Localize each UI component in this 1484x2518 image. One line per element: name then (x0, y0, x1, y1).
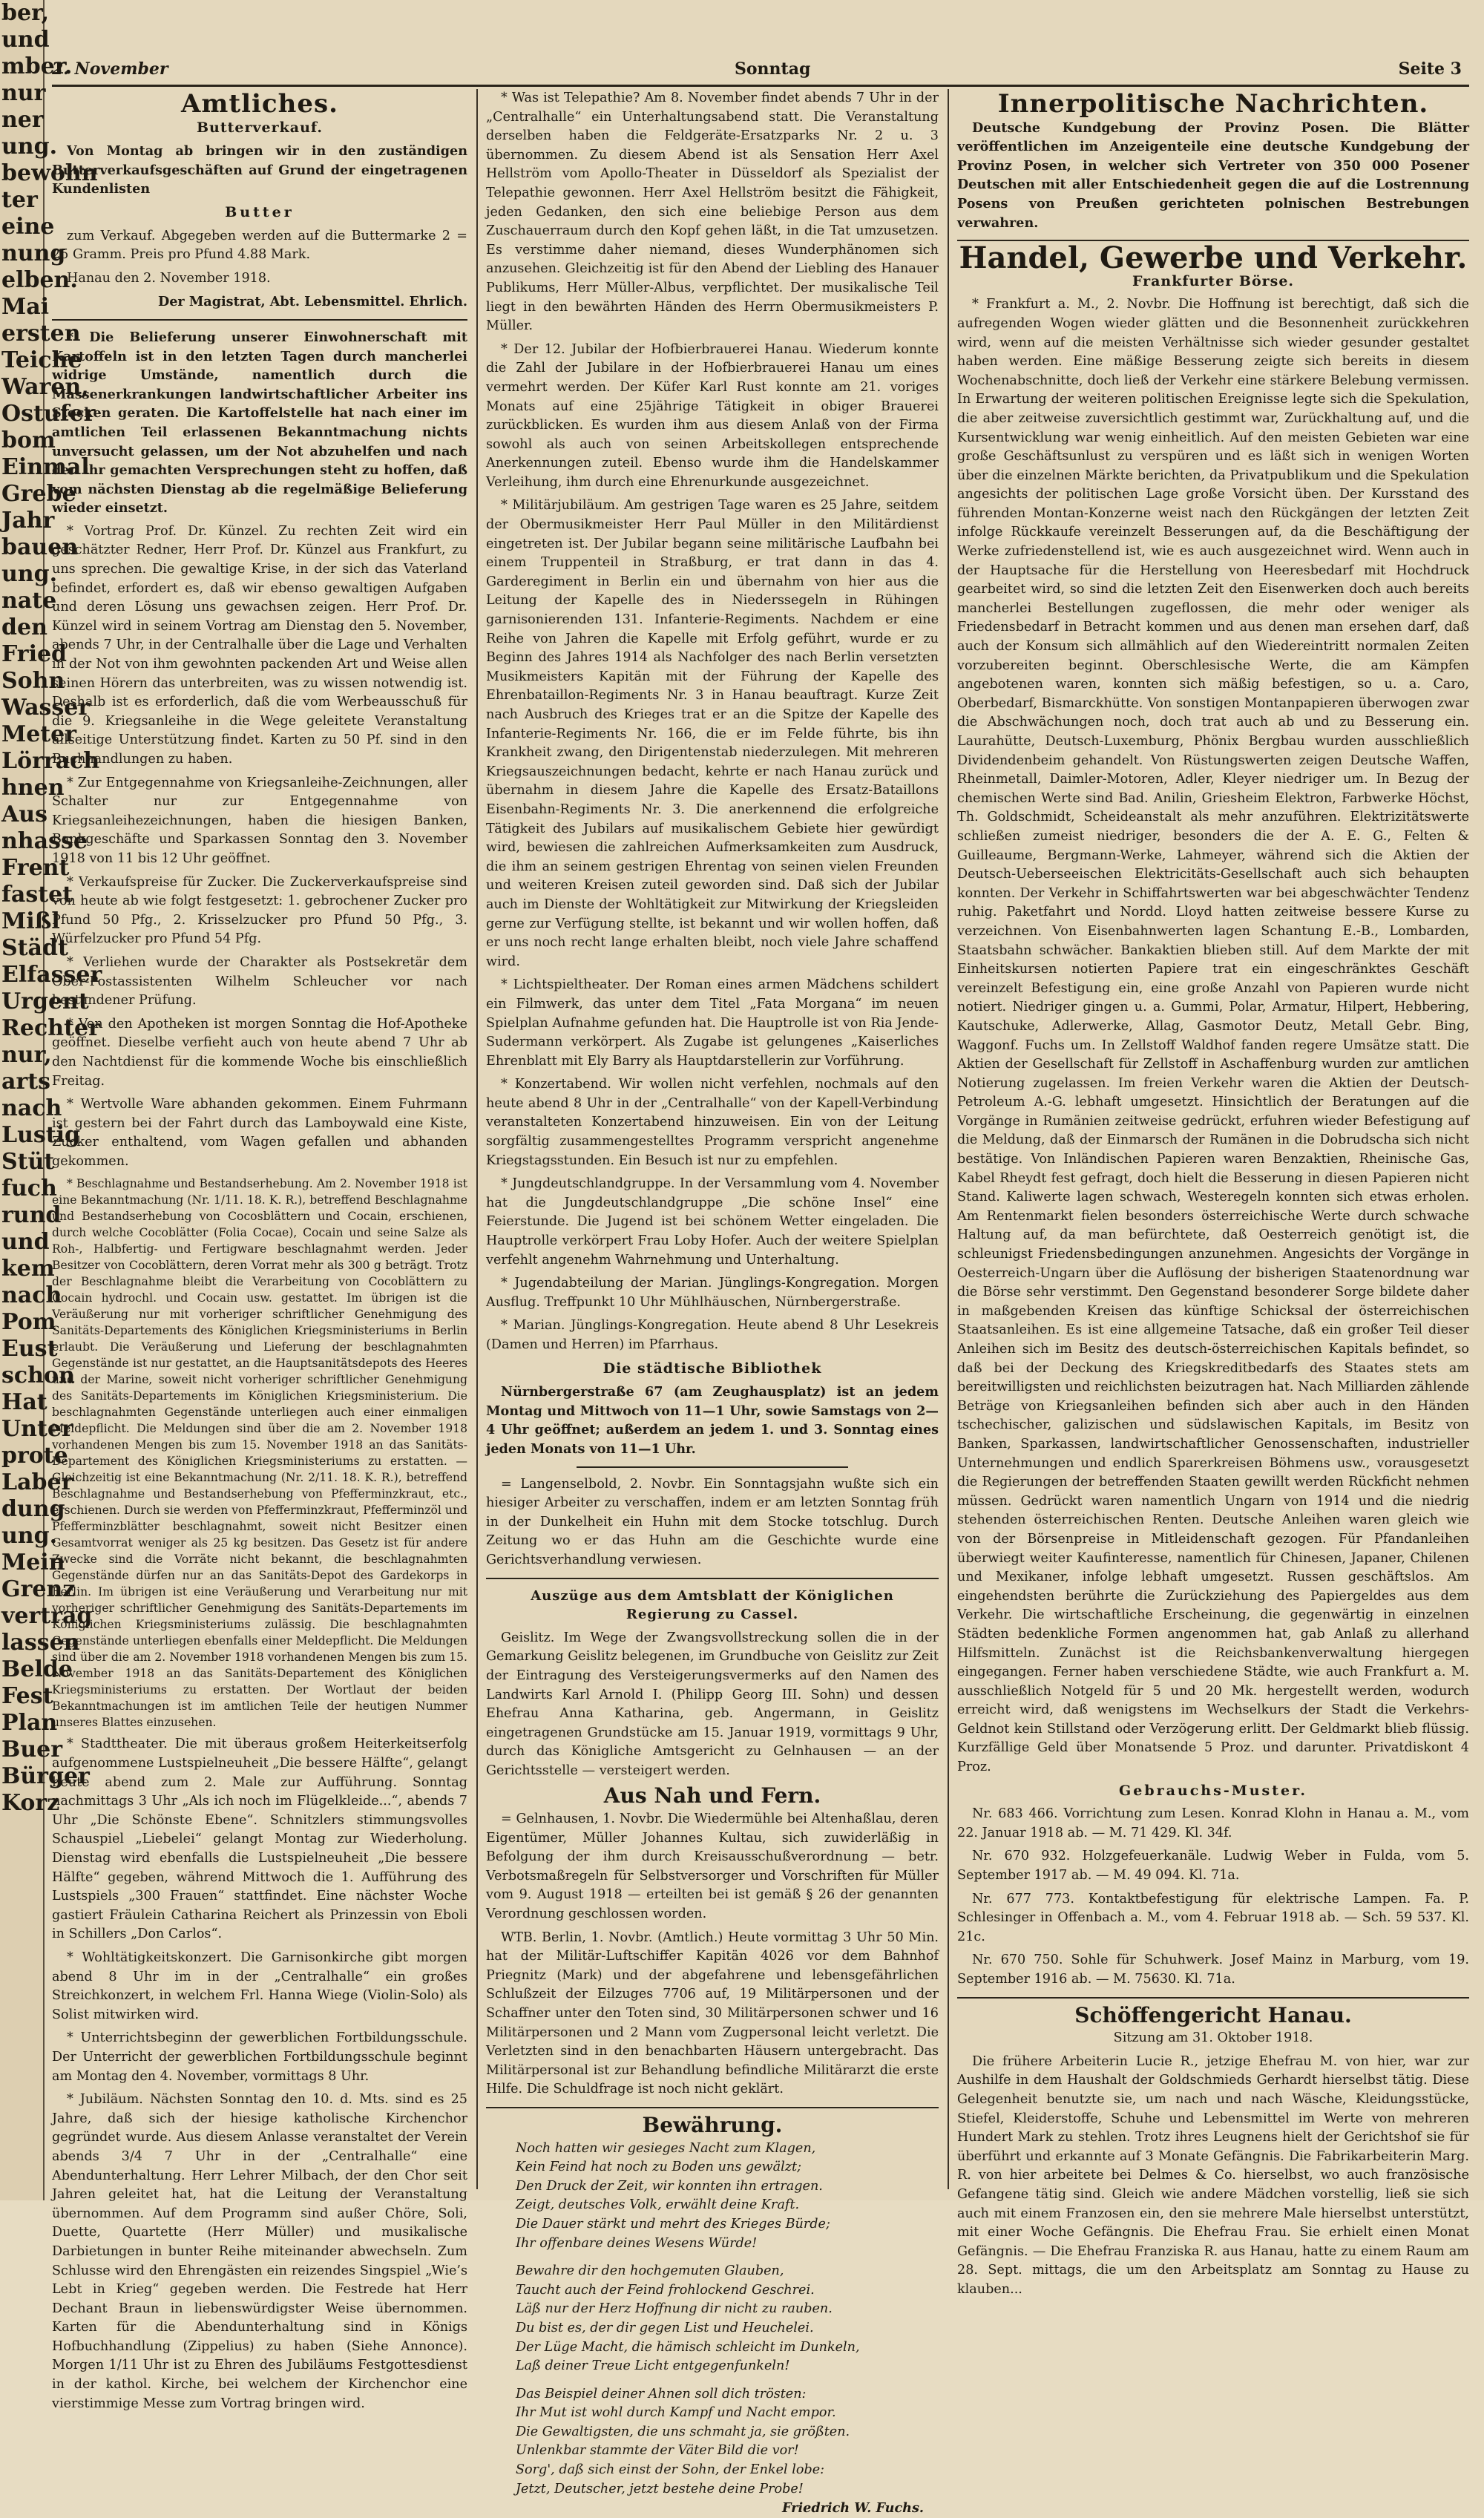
strip-fragment: Grenz (1, 1576, 76, 1602)
strip-fragment: ung. (1, 134, 58, 160)
strip-fragment: schon (1, 1363, 75, 1388)
strip-fragment: dung (1, 1496, 65, 1522)
article: * Die Belieferung unserer Einwohnerschaft mit Kartoffeln ist in den letzten Tagen durch mancherlei widrige Umstände, namentlich durch die Massenerkrankungen landwirtschaftlicher Arbeiter ins Stocken geraten. Die Kartoffelstelle hat nach einer im amtlichen Teil erlassenen Bekanntmachung nichts unversucht gelassen, um der Not abzuhelfen und nach den ihr gemachten Versprechungen steht zu hoffen, daß vom nächsten Dienstag ab die regelmäßige Belieferung wieder einsetzt. (52, 329, 467, 517)
strip-fragment: nung (1, 240, 66, 266)
strip-fragment: ber, (1, 0, 50, 26)
library-hours: Nürnbergerstraße 67 (am Zeughausplatz) ist an jedem Montag und Mittwoch von 11—1 Uhr, sowie Samstags von 2—4 Uhr geöffnet; außerdem an jedem 1. und 3. Sonntag eines jeden Monats von 11—1 Uhr. (486, 1384, 939, 1457)
article: Geislitz. Im Wege der Zwangsvollstreckung sollen die in der Gemarkung Geislitz belegenen, im Grundbuche von Geislitz zur Zeit der Eintragung des Versteigerungsvermerks auf den Namen des Landwirts Karl Arnold I. (Philipp Georg III. Sohn) und dessen Ehefrau Anna Katharina, geb. Angermann, in Geislitz eingetragenen Grundstücke am 15. Januar 1919, vormittags 9 Uhr, durch das Königliche Amtsgericht zu Gelnhausen — an der Gerichtsstelle — versteigert werden. (486, 1630, 939, 1778)
strip-fragment: Jahr (1, 508, 55, 534)
header-page-number: Seite 3 (1398, 59, 1462, 79)
article: * Vortrag Prof. Dr. Künzel. Zu rechten Zeit wird ein geschätzter Redner, Herr Prof. Dr. Künzel aus Frankfurt, zu uns sprechen. Die gewaltige Krise, in der sich das Vaterland befindet, erfordert es, daß wir ebenso gewaltigen Aufgaben und deren Lösung uns gewachsen zeigen. Herr Prof. Dr. Künzel wird in seinem Vortrag am Dienstag den 5. November, abends 7 Uhr, in der Centralhalle über die Lage und Verhalten in der Not von ihm gewohnten packenden Art und Weise allen seinen Hörern das unterbreiten, was zu wissen notwendig ist. Deshalb ist es erforderlich, daß die vom Werbeausschuß für die 9. Kriegsanleihe in die Wege geleitete Veranstaltung allseitige Unterstützung findet. Karten zu 50 Pf. sind in den Buchhandlungen zu haben. (52, 523, 467, 767)
strip-fragment: Eust (1, 1336, 58, 1362)
notice-text: zum Verkauf. Abgegeben werden auf die Buttermarke 2 = 25 Gramm. Preis pro Pfund 4.88 Mark. (52, 228, 467, 263)
poem-author: Friedrich W. Fuchs. (782, 2500, 924, 2517)
strip-fragment: Bürger (1, 1763, 90, 1789)
strip-fragment: ung. (1, 561, 58, 587)
patent-entry: Nr. 670 932. Holzgefeuerkanäle. Ludwig Weber in Fulda, vom 5. September 1917 ab. — M. 49 094. Kl. 71a. (957, 1849, 1469, 1883)
patent-entry: Nr. 677 773. Kontaktbefestigung für elektrische Lampen. Fa. P. Schlesinger in Offenbach a. M., vom 4. Februar 1918 ab. — Sch. 59 537. Kl. 21c. (957, 1891, 1469, 1944)
strip-fragment: und (1, 1229, 50, 1255)
column-1 (52, 89, 467, 2411)
article: * Wohltätigkeitskonzert. Die Garnisonkirche gibt morgen abend 8 Uhr im in der „Centralhalle“ ein großes Streichkonzert, in welchem Frl. Hanna Wiege (Violin-Solo) als Solist mitwirken wird. (52, 1950, 467, 2022)
strip-fragment: hnen (1, 775, 65, 801)
strip-fragment: Waren, (1, 374, 89, 400)
article: * Jugendabteilung der Marian. Jünglings-Kongregation. Morgen Ausflug. Treffpunkt 10 Uhr Mühlhäuschen, Nürnbergerstraße. (486, 1276, 939, 1310)
strip-fragment: Wasser (1, 695, 91, 721)
article: * Stadttheater. Die mit überaus großem Heiterkeitserfolg aufgenommene Lustspielneuheit „Die bessere Hälfte“, gelangt heute abend zum 2. Male zur Aufführung. Sonntag nachmittags 3 Uhr „Als ich noch im Flügelkleide...“, abends 7 Uhr „Die Schönste Ebene“. Schnitzlers stimmungsvolles Schauspiel „Liebelei“ gelangt Montag zur Wiederholung. Dienstag wird ebenfalls die Lustspielneuheit „Die bessere Hälfte“ gegeben, während Mittwoch die 1. Aufführung des Lustspiels „300 Frauen“ stattfindet. Eine nächster Woche gastiert Fräulein Catharina Reichert als Prinzessin von Eboli in Schillers „Don Carlos“. (52, 1737, 467, 1942)
strip-fragment: nur, (1, 1042, 52, 1068)
column-3 (957, 89, 1469, 2297)
poem-line: Taucht auch der Feind frohlockend Geschrei. (516, 2282, 815, 2298)
page-header (52, 46, 1469, 87)
article: = Gelnhausen, 1. Novbr. Die Wiedermühle bei Altenhaßlau, deren Eigentümer, Müller Johannes Kultau, sich zuwiderläßig in Befolgung der ihm durch Kreisausschußverordnung — betr. Verbotsmaßregeln für Selbstversorger und Vorschriften für Müller vom 9. August 1918 — erteilten bei ist gemäß § 26 der genannten Verordnung geschlossen worden. (486, 1812, 939, 1922)
header-paper: Sonntag (735, 59, 811, 79)
poem-line: Den Druck der Zeit, wir konnten ihn ertragen. (516, 2178, 823, 2194)
strip-fragment: Ostufer (1, 401, 96, 427)
article: * Von den Apotheken ist morgen Sonntag die Hof-Apotheke geöffnet. Dieselbe verfieht auch von heute abend 7 Uhr ab den Nachtdienst für die kommende Woche bis einschließlich Freitag. (52, 1016, 467, 1089)
poem-line: Die Dauer stärkt und mehrt des Krieges Bürde; (516, 2216, 830, 2232)
article: * Verliehen wurde der Charakter als Postsekretär dem Ober-Postassistenten Wilhelm Schleucher vor nach bestandener Prüfung. (52, 954, 467, 1009)
article: * Jungdeutschlandgruppe. In der Versammlung vom 4. November hat die Jungdeutschlandgruppe „Die schöne Insel“ eine Feierstunde. Die Jugend ist bei schönem Wetter eingeladen. Die Hauptrolle verkörpert Frau Loby Hofer. Auch der weitere Spielplan verfehlt angenehm Wahrnehmung und Unterhaltung. (486, 1176, 939, 1268)
divider (577, 1466, 848, 1468)
poem-line: Der Lüge Macht, die hämisch schleicht im Dunkeln, (516, 2339, 860, 2355)
strip-fragment: Fest (1, 1683, 53, 1709)
patent-entry: Nr. 670 750. Sohle für Schuhwerk. Josef Mainz in Marburg, vom 19. September 1916 ab. — M. 75630. Kl. 71a. (957, 1953, 1469, 1987)
notice-signature: Der Magistrat, Abt. Lebensmittel. Ehrlich. (157, 294, 467, 310)
poem-line: Die Gewaltigsten, die uns schmaht ja, sie größten. (516, 2424, 850, 2439)
strip-fragment: Buer (1, 1737, 63, 1763)
poem-line: Ihr offenbare deines Wesens Würde! (516, 2235, 758, 2251)
article: Deutsche Kundgebung der Provinz Posen. Die Blätter veröffentlichen im Anzeigenteile eine deutsche Kundgebung der Provinz Posen, in welcher sich Vertreter von 350 000 Posener Deutschen mit aller Entschiedenheit gegen die auf die Lostrennung Posens von Preußen gerichteten polnischen Bestrebungen verwahren. (957, 119, 1469, 231)
article: * Jubiläum. Nächsten Sonntag den 10. d. Mts. sind es 25 Jahre, daß sich der hiesige katholische Kirchenchor gegründet wurde. Aus diesem Anlasse veranstaltet der Verein abends 3/4 7 Uhr in der „Centralhalle“ eine Abendunterhaltung. Herr Lehrer Milbach, der den Chor seit Jahren geleitet hat, hat die Leitung der Veranstaltung übernommen. Auf dem Programm sind außer Chöre, Soli, Duette, Quartette (Herr Müller) und musikalische Darbietungen in bunter Reihe miteinander abwechseln. Zum Schlusse wird den Ehrengästen ein reizendes Singspiel „Wie’s Lebt in Krieg“ gegeben werden. Die Festrede hat Herr Dechant Braun in liebenswürdigster Weise übernommen. Karten für die Abendunterhaltung sind in Königs Hofbuchhandlung (Zippelius) zu haben (Siehe Annonce). Morgen 1/11 Uhr ist zu Ehren des Jubiläums Festgottesdienst in der kathol. Kirche, bei welchem der Kirchenchor eine vierstimmige Messe zum Vortrag bringen wird. (52, 2092, 467, 2411)
poem-line: Jetzt, Deutscher, jetzt bestehe deine Probe! (516, 2481, 804, 2496)
divider (486, 1578, 939, 1579)
strip-fragment: nate (1, 588, 57, 614)
article: * Der 12. Jubilar der Hofbierbrauerei Hanau. Wiederum konnte die Zahl der Jubilare in der Hofbierbrauerei Hanau um eines vermehrt werden. Der Küfer Karl Rust konnte am 21. voriges Monats auf eine 25jährige Tätigkeit in obiger Brauerei zurückblicken. Es wurden ihm aus diesem Anlaß von der Firma sowohl als auch von seinen Arbeitskollegen entsprechende Anerkennungen zuteil. Ebenso wurde ihm die Handelskammer Verleihung, ihm durch eine Ehrenurkunde ausgezeichnet. (486, 341, 939, 490)
strip-fragment: ner (1, 107, 44, 133)
divider (957, 1997, 1469, 1999)
strip-fragment: Einmal (1, 454, 90, 480)
strip-fragment: Lustig (1, 1122, 81, 1148)
article: * Zur Entgegennahme von Kriegsanleihe-Zeichnungen, aller Schalter nur zur Entgegennahme von Kriegsanleihezeichnungen, haben die hiesigen Banken, Bankgeschäfte und Sparkassen Sonntag den 3. November 1918 von 11 bis 12 Uhr geöffnet. (52, 775, 467, 866)
strip-fragment: bom (1, 427, 56, 453)
strip-fragment: Rechter (1, 1015, 100, 1041)
article: * Konzertabend. Wir wollen nicht verfehlen, nochmals auf den heute abend 8 Uhr in der „Centralhalle“ von der Kapell-Verbindung veranstalteten Konzertabend hinzuweisen. Ein von der Leitung sorgfältig zusammengestelltes Programm verspricht angenehme Kriegstagsstunden. Ein Besuch ist nur zu empfehlen. (486, 1077, 939, 1168)
strip-fragment: Hat (1, 1389, 47, 1415)
article: * Lichtspieltheater. Der Roman eines armen Mädchens schildert ein Filmwerk, das unter dem Titel „Fata Morgana“ im neuen Spielplan Aufnahme gefunden hat. Die Hauptrolle ist von Ria Jende-Sudermann verkörpert. Als Zugabe ist gelungenes „Kaiserliches Ehrenblatt mit Ely Barry als Hauptdarstellerin zur Vorführung. (486, 977, 939, 1069)
strip-fragment: Elfasser (1, 962, 102, 988)
column-rule (948, 89, 949, 2189)
strip-fragment: nhasse (1, 828, 88, 854)
poem-line: Sorg', daß sich einst der Sohn, der Enkel lobe: (516, 2462, 825, 2478)
strip-fragment: lassen (1, 1630, 80, 1656)
divider (52, 319, 467, 321)
strip-fragment: kem (1, 1256, 55, 1282)
session-date: Sitzung am 31. Oktober 1918. (1113, 2030, 1313, 2046)
adjacent-page-strip (0, 0, 102, 2200)
poem-line: Ihr Mut ist wohl durch Kampf und Nacht empor. (516, 2405, 836, 2421)
strip-fragment: prote (1, 1443, 68, 1469)
strip-fragment: mber. (1, 53, 73, 79)
strip-fragment: Lörrach (1, 748, 100, 774)
strip-fragment: Stüt (1, 1149, 55, 1175)
poem-line: Noch hatten wir gesieges Nacht zum Klagen, (516, 2140, 816, 2156)
patent-list (957, 1805, 1469, 1989)
strip-fragment: fastet (1, 882, 73, 908)
strip-fragment: bewohn (1, 160, 98, 186)
section-title-amtsblatt: Auszüge aus dem Amtsblatt der Königlichen Regierung zu Cassel. (531, 1587, 894, 1623)
poem-line: Du bist es, der dir gegen List und Heuchelei. (516, 2320, 814, 2335)
strip-fragment: Städt (1, 935, 68, 961)
strip-fragment: ter (1, 187, 38, 213)
strip-fragment: elben. (1, 267, 78, 293)
strip-fragment: bauen (1, 534, 79, 560)
strip-fragment: ung. (1, 1523, 58, 1549)
strip-fragment: Mein (1, 1550, 65, 1576)
strip-fragment: Teiche (1, 347, 82, 373)
strip-fragment: Korz (1, 1790, 60, 1816)
strip-fragment: Sohn (1, 668, 65, 694)
library-title: Die städtische Bibliothek (603, 1360, 822, 1377)
strip-fragment: Aus (1, 801, 47, 827)
notice-date: Hanau den 2. November 1918. (67, 270, 271, 286)
strip-fragment: Belde (1, 1656, 73, 1682)
section-title-handel: Handel, Gewerbe und Verkehr. (959, 240, 1468, 276)
article: * Militärjubiläum. Am gestrigen Tage waren es 25 Jahre, seitdem der Obermusikmeister Herr Paul Müller in den Militärdienst eingetreten ist. Der Jubilar begann seine militärische Laufbahn bei einem Truppenteil in Straßburg, er trat dann in das 4. Garderegiment in Berlin ein und übernahm von hier aus die Leitung der Kapelle des in Niederssegeln in Rühingen garnisonierenden 131. Infanterie-Regiments. Nachdem er eine Reihe von Jahren die Kapelle mit Erfolg geführt, wurde er zu Beginn des Jahres 1914 als Nachfolger des nach Berlin versetzten Musikmeisters Kapitän mit der Führung der Kapelle des Ehrenbataillon-Regiments Nr. 3 in Hanau beauftragt. Kurze Zeit nach Ausbruch des Krieges trat er an die Spitze der Kapelle des Infanterie-Regiments Nr. 166, die er im Felde führte, bis ihn Krankheit zwang, den Dirigentenstab niederzulegen. Mit mehreren Kriegsauszeichnungen bedacht, kehrte er nach Hanau zurück und übernahm in diesem Jahre die Kapelle des Ersatz-Bataillons Eisenbahn-Regiments Nr. 3. Die anerkennend die erfolgreiche Tätigkeit des Jubilars auf musikalischem Gebiete hier gewürdigt wird, bewiesen die zahlreichen Aufmerksamkeiten zum Ausdruck, die ihm an seinem gestrigen Ehrentag von seinen vielen Freunden und weiteren Kreisen zuteil geworden sind. Daß sich der Jubilar auch im Dienste der Wohltätigkeit zur Mitwirkung der Kriegsleiden gerne zur Verfügung stellte, ist bekannt und wir wollen hoffen, daß er uns noch recht lange erhalten bleibt, noch viele Jahre schaffend wird. (486, 498, 939, 969)
strip-fragment: Mißl (1, 908, 60, 934)
section-title-schoeffengericht: Schöffengericht Hanau. (1074, 2002, 1352, 2027)
column-rule (476, 89, 478, 2189)
strip-fragment: nach (1, 1282, 62, 1308)
patent-entry: Nr. 683 466. Vorrichtung zum Lesen. Konrad Klohn in Hanau a. M., vom 22. Januar 1918 ab. — M. 71 429. Kl. 34f. (957, 1806, 1469, 1840)
strip-fragment: Laber (1, 1469, 73, 1495)
article: * Marian. Jünglings-Kongregation. Heute abend 8 Uhr Lesekreis (Damen und Herren) im Pfarrhaus. (486, 1318, 939, 1352)
notice-intro: Von Montag ab bringen wir in den zuständigen Butterverkaufsgeschäften auf Grund der eingetragenen Kundenlisten (52, 143, 467, 197)
strip-fragment: und (1, 27, 50, 53)
poem-line: Läß nur der Herz Hoffnung dir nicht zu rauben. (516, 2301, 833, 2317)
strip-fragment: Meter (1, 721, 77, 747)
notice-keyword: Butter (225, 203, 295, 220)
article: = Langenselbold, 2. Novbr. Ein Sonntagsjahn wußte sich ein hiesiger Arbeiter zu verschaffen, indem er am letzten Sonntag früh in der Dunkelheit ein Huhn mit dem Stocke totschlug. Durch Zeitung wo er das Huhn am die Geschichte wurde eine Gerichtsverhandlung verwiesen. (486, 1476, 939, 1567)
article: * Was ist Telepathie? Am 8. November findet abends 7 Uhr in der „Centralhalle“ ein Unterhaltungsabend statt. Die Veranstaltung derselben haben die Feldgeräte-Ersatzparks Nr. 2 u. 3 übernommen. Zu diesem Abend ist als Sensation Herr Axel Hellström vom Apollo-Theater in Düsseldorf als Spezialist der Telepathie gewonnen. Herr Axel Hellström besitzt die Fähigkeit, jeden Gedanken, den sich eine beliebige Person aus dem Zuschauerraum durch den Kopf gehen läßt, in die Tat umzusetzen. Es verstimme daher niemand, dieses Wunderphänomen sich anzusehen. Gleichzeitig ist für den Abend der Liebling des Hanauer Publikums, Herr Müller-Albus, verpflichtet. Der musikalische Teil liegt in den bewährten Händen des Herrn Obermusikmeisters P. Müller. (486, 91, 939, 334)
strip-fragment: nach (1, 1095, 62, 1121)
strip-fragment: ersten (1, 321, 81, 347)
section-title-gebrauchsmuster: Gebrauchs-Muster. (1119, 1782, 1307, 1799)
article: * Wertvolle Ware abhanden gekommen. Einem Fuhrmann ist gestern bei der Fahrt durch das Lamboywald eine Kiste, Zucker enthaltend, vom Wagen gefallen und abhanden gekommen. (52, 1097, 467, 1169)
section-title-amtliches: Amtliches. (181, 89, 338, 119)
poem (486, 2140, 939, 2499)
article: * Beschlagnahme und Bestandserhebung. Am 2. November 1918 ist eine Bekanntmachung (Nr. 1/11. 18. K. R.), betreffend Beschlagnahme und Bestandserhebung von Cocosblättern und Cocain, erschienen, durch welche Cocoblätter (Folia Cocae), Cocain und seine Salze als Roh-, Halbfertig- und Fertigware beschlagnahmt werden. Jeder Besitzer von Cocoblättern, deren Vorrat mehr als 300 g beträgt. Trotz der Beschlagnahme bleibt die Verarbeitung von Cocoblättern zu Cocain hydrochl. und Cocain usw. gestattet. Im übrigen ist die Veräußerung nur mit vorheriger schriftlicher Genehmigung des Sanitäts-Departements des Königlichen Kriegsministeriums in Berlin erlaubt. Die Veräußerung und Lieferung der beschlagnahmten Gegenstände ist nur gestattet, an die Hauptsanitätsdepots des Heeres und der Marine, soweit nicht vorheriger schriftlicher Genehmigung des Sanitäts-Departements im Königlichen Kriegsministerium. Die beschlagnahmten Gegenstände unterliegen auch einer einmaligen Meldepflicht. Die Meldungen sind über die am 2. November 1918 vorhandenen Mengen bis zum 15. November 1918 an das Sanitäts-Departement des Königlichen Kriegsministeriums zu erstatten. — Gleichzeitig ist eine Bekanntmachung (Nr. 2/11. 18. K. R.), betreffend Beschlagnahme und Bestandserhebung von Pfefferminzkraut, etc., erschienen. Durch sie werden von Pfefferminzkraut, Pfefferminzöl und Pfefferminzblätter beschlagnahmt, soweit nicht Besitzer einen Gesamtvorrat weniger als 25 kg besitzen. Das Gesetz ist für andere Zwecke sind die Vorräte nicht bekannt, die beschlagnahmten Gegenstände dürfen nur an das Sanitäts-Depot des Gardekorps in Berlin. Im übrigen ist eine Veräußerung und Verarbeitung nur mit vorheriger schriftlicher Genehmigung des Sanitäts-Departements im Königlichen Kriegsministeriums zulässig. Die beschlagnahmten Gegenstände unterliegen ebenfalls einer Meldepflicht. Die Meldungen sind über die am 2. November 1918 vorhandenen Mengen bis zum 15. November 1918 an das Sanitäts-Departement des Königlichen Kriegsministeriums zu erstatten. Der Wortlaut der beiden Bekanntmachungen ist im amtlichen Teile der heutigen Nummer unseres Blattes einzusehen. (52, 1177, 467, 1730)
strip-fragment: Unter (1, 1416, 73, 1442)
section-subtitle-boerse: Frankfurter Börse. (1132, 272, 1295, 289)
poem-line: Laß deiner Treue Licht entgegenfunkeln! (516, 2358, 790, 2374)
poem-line (486, 2376, 939, 2385)
strip-fragment: Mai (1, 294, 50, 320)
poem-line: Bewahre dir den hochgemuten Glauben, (516, 2263, 784, 2279)
strip-fragment: Frent (1, 855, 70, 881)
poem-line: Kein Feind hat noch zu Boden uns gewälzt; (516, 2160, 802, 2175)
strip-fragment: Grebe (1, 481, 76, 507)
strip-fragment: rund (1, 1202, 62, 1228)
strip-fragment: Pom (1, 1309, 56, 1335)
divider (486, 2107, 939, 2108)
section-title-innerpolitische: Innerpolitische Nachrichten. (997, 89, 1429, 119)
poem-line: Unlenkbar stammte der Väter Bild die vor! (516, 2443, 799, 2459)
strip-fragment: vertrag (1, 1603, 93, 1629)
article: WTB. Berlin, 1. Novbr. (Amtlich.) Heute vormittag 3 Uhr 50 Min. hat der Militär-Luftschiffer Kapitän 4026 vor dem Bahnhof Priegnitz (Mark) und der abgefahrene und lebensgefährlichen Schlußzeit der Eilzuges 7706 auf, 19 Militärpersonen und der Schaffner unter den Toten sind, 30 Militärpersonen schwer und 16 Militärpersonen und 2 Mann vom Zugpersonal leicht verletzt. Die Verletzten sind in den benachbarten Häusern untergebracht. Das Militärpersonal ist zur Behandlung befindliche Militärarzt die erste Hilfe. Die Schuldfrage ist noch nicht geklärt. (486, 1930, 939, 2097)
article: * Verkaufspreise für Zucker. Die Zuckerverkaufspreise sind von heute ab wie folgt festgesetzt: 1. gebrochener Zucker pro Pfund 50 Pfg., 2. Krisselzucker pro Pfund 50 Pfg., 3. Würfelzucker pro Pfund 54 Pfg. (52, 874, 467, 947)
notice-title-butter: Butterverkauf. (196, 119, 324, 136)
strip-fragment: nur (1, 80, 46, 106)
article: * Frankfurt a. M., 2. Novbr. Die Hoffnung ist berechtigt, daß sich die aufregenden Wogen wieder glätten und die Besonnenheit zurückkehren wird, wenn auf die meisten Verhältnisse sich wieder gesunder gestaltet haben werden. Eine mäßige Besserung zeigte sich bereits in diesem Wochenabschnitte, doch ließ der Verkehr eine stärkere Belebung vermissen. In Erwartung der weiteren politischen Ereignisse legte sich die Spekulation, die aber zeitweise zuversichtlich gestimmt war, Zurückhaltung auf, und die Kursentwicklung war wenig einheitlich. Auf den meisten Gebieten war eine große Geschäftsunlust zu verspüren und es läßt sich in wenigen Worten über die einzelnen Märkte berichten, da Privatpublikum und die Spekulation angesichts der politischen Lage große Vorsicht üben. Der Kursstand des führenden Montan-Konzerne weist nach den Rückgängen der letzten Zeit infolge Rückkaufe vereinzelt Besserungen auf, da die Beschäftigung der Werke zufriedenstellend ist, wie es auch ausgezeichnet wird. Wenn auch in der Hauptsache für die Herstellung von Heeresbedarf mit Hochdruck gearbeitet wird, so sind die letzten Zeit den Eisenwerken doch auch bereits mancherlei Bestellungen zugeflossen, die mehr oder weniger als Friedensbedarf in Betracht kommen und aus denen man ersehen darf, daß auch der Konsum sich allmählich auf den Wiedereintritt normalen Zeiten vorzubereiten beginnt. Oberschlesische Werte, die am Kämpfen angebotenen waren, konnten sich mäßig befestigen, so u. a. Caro, Oberbedarf, Bismarckhütte. Von sonstigen Montanpapieren überwogen zwar die Abschwächungen noch, doch trat auch ab und zu Besserung ein. Laurahütte, Deutsch-Luxemburg, Phönix Bergbau wurden ausschließlich Dividendenbeim gehandelt. Von Rüstungswerten zeigen Deutsche Waffen, Rheinmetall, Daimler-Motoren, Adler, Kleyer niedriger um. In Bezug der chemischen Werte sind Bad. Anilin, Griesheim Elektron, Farbwerke Höchst, Th. Goldschmidt, Scheideanstalt als mehr anzuführen. Elektrizitätswerte schließen zumeist niedriger, besonders die der A. E. G., Felten & Guilleaume, Bergmann-Werke, Lahmeyer, während sich die Aktien der Deutsch-Ueberseeischen Elektricitäts-Gesellschaft auch sich behaupten konnten. Der Verkehr in Schiffahrtswerten war bei abgeschwächter Tendenz ruhig. Paketfahrt und Nordd. Lloyd hatten zeitweise bessere Kurse zu verzeichnen. Von Eisenbahnwerten lagen Schantung E.-B., Lombarden, Staatsbahn schwächer. Bankaktien blieben still. Auf dem Markte der mit Einheitskursen notierten Papiere trat ein eingeschränktes Geschäft vereinzelt Befestigung ein, eine große Anzahl von Papieren wurde nicht notiert. Niedriger gingen u. a. Gummi, Polar, Armatur, Hilpert, Hebbering, Kautschuke, Adlerwerke, Allag, Gasmotor Deutz, Metall Gebr. Bing, Waggonf. Fuchs um. In Zellstoff Waldhof fanden regere Umsätze statt. Die Aktien der Gesellschaft für Zellstoff in Aschaffenburg wurden zur amtlichen Notierung zugelassen. Im freien Verkehr waren die Aktien der Deutsch-Petroleum A.-G. lebhaft umgesetzt. Hinsichtlich der Beratungen auf die Vorgänge in Rumänien zeitweise gedrückt, erfuhren wieder Befestigung auf die Meldung, daß der Einmarsch der Rumänen in die Dobrudscha sich nicht bestätige. Von Inländischen Papieren waren Benzaktien, Rheinische Gas, Kabel Rheydt fest gefragt, doch hielt die Besserung in diesen Papieren nicht Stand. Kaliwerte lagen schwach, Westeregeln konnten sich etwas erholen. Am Rentenmarkt fielen besonders österreichische Werte durch schwache Haltung auf, da man befürchtete, daß Oesterreich genötigt ist, die schleunigst Friedensbedingungen anzunehmen. Angesichts der Vorgänge in Oesterreich-Ungarn über die Auflösung der bisherigen Staatenordnung war die Börse sehr verstimmt. Den Gegenstand besonderer Sorge bildete daher in maßgebenden Kreisen das künftige Schicksal der österreichischen Staatsanleihen. Es ist eine allgemeine Tatsache, daß ein großer Teil dieser Anleihen sich im Besitz des deutsch-österreichischen Kapitals befindet, so daß bei der Deckung des Kriegskreditbedarfs des Staates stets am bereitwilligsten und reichlichsten beizutragen hat. Nach Milliarden zählende Beträge von Kriegsanleihen befinden sich aber auch in den Händen tschechischer, galizischen und südslawischen Kapitals, im Besitz von Banken, Sparkassen, landwirtschaftlicher Genossenschaften, industrieller Unternehmungen und endlich Sparerkreisen Böhmens usw., vorausgesetzt die Regierungen der betreffenden Staaten gewillt werden Rückficht nehmen müssen. Gedrückt waren namentlich Ungarn von 1914 und die niedrig stehenden österreichischen Renten. Deutsche Anleihen waren gleich wie von der Börsenpreise in Mitleidenschaft gezogen. Für Pfandanleihen überwiegt weiter Kaufinteresse, namentlich für Chinesen, Japaner, Chilenen und Mexikaner, infolge lebhaft umgesetzt. Russen geschäftslos. Am eingehendsten berührte die Zurückziehung des Papiergeldes aus dem Verkehr. Die wirtschaftliche Erscheinung, die gegenwärtig in einzelnen Städten bedenkliche Formen angenommen hat, gab Anlaß zu allerhand Hilfsmitteln. Zunächst ist die Reichsbankenverwaltung hiergegen eingegangen. Ferner haben verschiedene Städte, wie auch Frankfurt a. M. ausschließlich Notgeld für 5 und 20 Mk. hergestellt werden, wodurch erreicht wird, daß wenigstens im Wechselkurs der Stadt die Verkehrs-Geldnot kein Stillstand oder Verzögerung erlitt. Der Geldmarkt blieb flüssig. Kurzfällige Geld über Monatsende 5 Proz. und darunter. Privatdiskont 4 Proz. (957, 297, 1469, 1775)
poem-line: Zeigt, deutsches Volk, erwählt deine Kraft. (516, 2197, 800, 2213)
section-title-nah-und-fern: Aus Nah und Fern. (603, 1783, 821, 1809)
header-date: 2. November (52, 59, 168, 79)
article: Die frühere Arbeiterin Lucie R., jetzige Ehefrau M. von hier, war zur Aushilfe in dem Haushalt der Goldschmieds Gerhardt hierselbst tätig. Diese Gelegenheit benutzte sie, um nach und nach Wäsche, Kleidungsstücke, Stiefel, Kleiderstoffe, Schuhe und Lebensmittel im Werte von mehreren Hundert Mark zu stehlen. Trotz ihres Leugnens hielt der Gerichtshof sie für überführt und erkannte auf 3 Monate Gefängnis. Die Fabrikarbeiterin Marg. R. von hier arbeitete bei Delmes & Co. hierselbst, wo auch französische Gefangene tätig sind. Gleich wie andere Mädchen vorstellig, ließ sie sich auch mit einem Franzosen ein, den sie mehrere Male hierselbst unterstützt, mit einer Woche Gefängnis. Die Ehefrau Frau. Sie erhielt einen Monat Gefängnis. — Die Ehefrau Franziska R. aus Hanau, hatte zu einem Raum am 28. Sept. mittags, die um den Arbeitsplatz am Sonntag zu Hause zu klauben... (957, 2053, 1469, 2297)
poem-line: Das Beispiel deiner Ahnen soll dich trösten: (516, 2386, 807, 2401)
article: * Unterrichtsbeginn der gewerblichen Fortbildungsschule. Der Unterricht der gewerblichen Fortbildungsschule beginnt am Montag den 4. November, vormittags 8 Uhr. (52, 2030, 467, 2084)
strip-fragment: den (1, 614, 47, 640)
strip-fragment: Plan (1, 1710, 58, 1736)
strip-fragment: Fried (1, 641, 68, 667)
strip-fragment: eine (1, 214, 55, 240)
poem-line (486, 2253, 939, 2262)
strip-fragment: arts (1, 1069, 50, 1095)
strip-fragment: fuch (1, 1176, 57, 1201)
strip-fragment: Urgent (1, 988, 89, 1014)
poem-title: Bewährung. (642, 2112, 783, 2137)
column-2 (486, 89, 939, 2517)
